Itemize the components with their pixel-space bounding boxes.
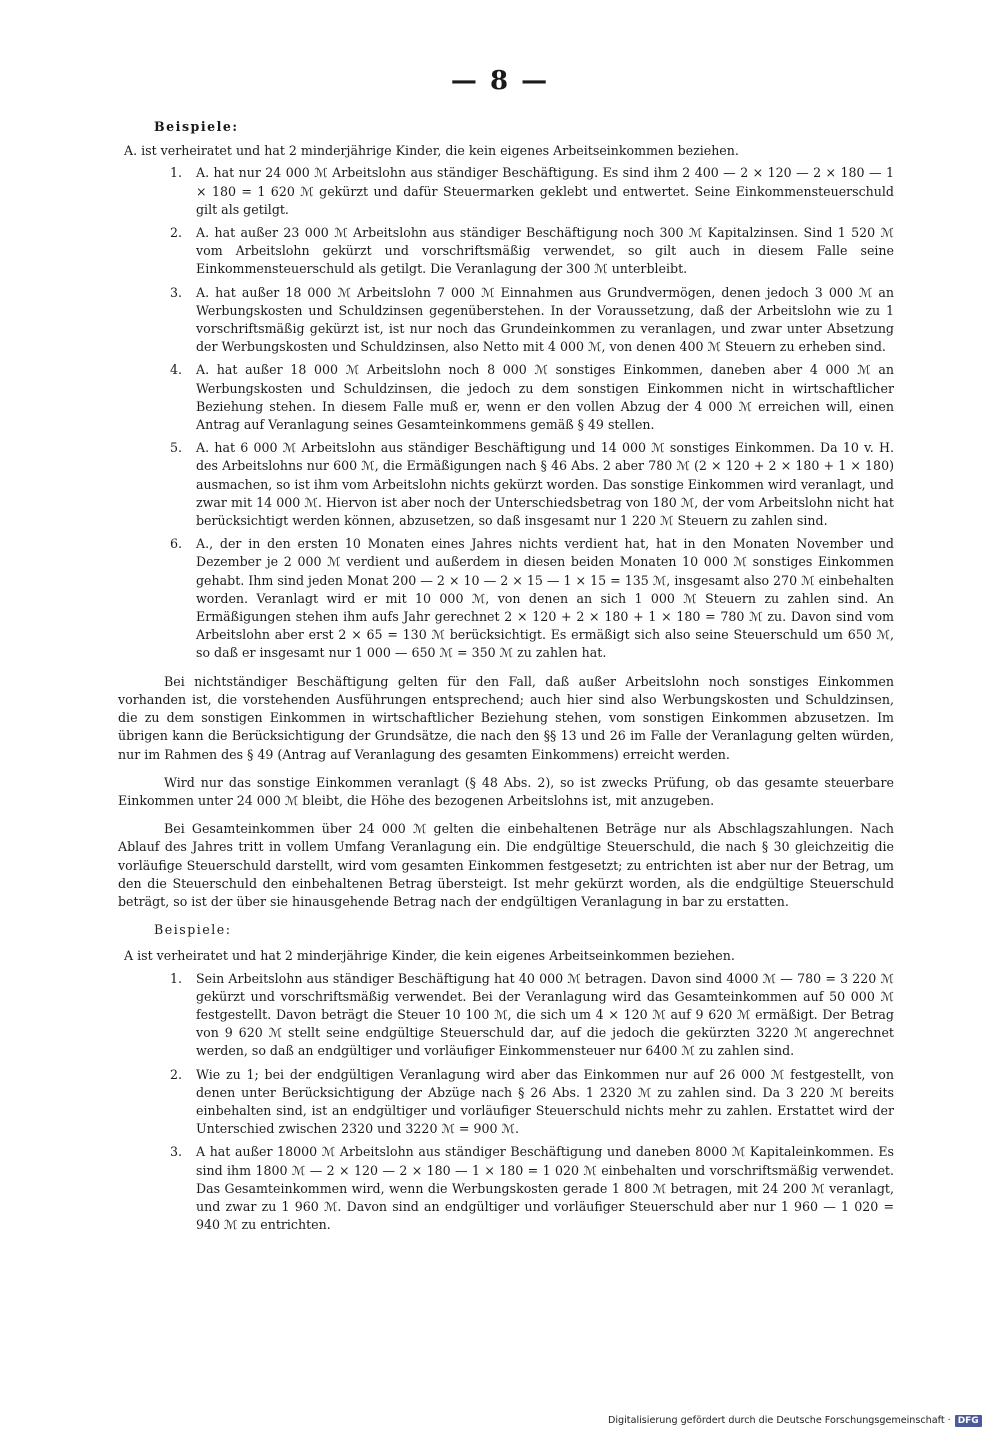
example-text: A. hat außer 23 000 ℳ Arbeitslohn aus ständiger Beschäftigung noch 300 ℳ Kapitalzinsen. Sind 1 520 ℳ vom Arbeitslohn gekürzt und vorschriftsmäßig verwendet, so gilt auch in diesem Falle seine Einkommensteuerschuld als getilgt. Die Veranlagung der 300 ℳ unterbleibt. xyxy=(196,225,894,277)
body-paragraph: Wird nur das sonstige Einkommen veranlagt (§ 48 Abs. 2), so ist zwecks Prüfung, ob das gesamte steuerbare Einkommen unter 24 000 ℳ bleibt, die Höhe des bezogenen Arbeitslohns ist, mit anzugeben. xyxy=(118,774,894,808)
examples-intro-2: A ist verheiratet und hat 2 minderjährige Kinder, die kein eigenes Arbeitseinkommen beziehen. xyxy=(124,948,735,964)
page-number: — 8 — xyxy=(450,66,550,96)
example-item xyxy=(170,284,894,357)
example-text: A. hat außer 18 000 ℳ Arbeitslohn noch 8 000 ℳ sonstiges Einkommen, daneben aber 4 000 ℳ an Werbungskosten und Schuldzinsen, die jedoch zu dem sonstigen Einkommen nicht in wirtschaftlicher Beziehung stehen. In diesem Falle muß er, wenn er den vollen Abzug der 4 000 ℳ erreichen will, einen Antrag auf Veranlagung seines Gesamteinkommens gemäß § 49 stellen. xyxy=(196,362,894,433)
example-text: A hat außer 18000 ℳ Arbeitslohn aus ständiger Beschäftigung und daneben 8000 ℳ Kapitaleinkommen. Es sind ihm 1800 ℳ — 2 × 120 — 2 × 180 — 1 × 180 = 1 020 ℳ einbehalten und vorschriftsmäßig verwendet. Das Gesamteinkommen wird, wenn die Werbungskosten gerade 1 800 ℳ betragen, mit 24 200 ℳ veranlagt, und zwar zu 1 960 ℳ. Davon sind an endgültiger und vorläufiger Steuerschuld aber nur 1 960 — 1 020 = 940 ℳ zu entrichten. xyxy=(196,1144,894,1233)
example-item xyxy=(170,224,894,279)
body-paragraph: Bei Gesamteinkommen über 24 000 ℳ gelten die einbehaltenen Beträge nur als Abschlagszahlungen. Nach Ablauf des Jahres tritt in vollem Umfang Veranlagung ein. Die endgültige Steuerschuld, die nach § 30 gleichzeitig die vorläufige Steuerschuld darstellt, wird vom gesamten Einkommen festgesetzt; zu entrichten ist aber nur der Betrag, um den die Steuerschuld den einbehaltenen Betrag übersteigt. Ist mehr gekürzt worden, als die endgültige Steuerschuld beträgt, so ist der über sie hinausgehende Betrag nach der endgültigen Veranlagung in bar zu erstatten. xyxy=(118,821,894,909)
example-item xyxy=(170,970,894,1061)
example-text: A. hat 6 000 ℳ Arbeitslohn aus ständiger Beschäftigung und 14 000 ℳ sonstiges Einkommen. Da 10 v. H. des Arbeitslohns nur 600 ℳ, die Ermäßigungen nach § 46 Abs. 2 aber 780 ℳ (2 × 120 + 2 × 180 + 1 × 180) ausmachen, so ist ihm vom Arbeitslohn nichts gekürzt worden. Das sonstige Einkommen wird veranlagt, und zwar mit 14 000 ℳ. Hiervon ist aber noch der Unterschiedsbetrag von 180 ℳ, der vom Arbeitslohn nicht hat berücksichtigt werden können, abzusetzen, so daß insgesamt nur 1 220 ℳ Steuern zu zahlen sind. xyxy=(196,440,894,529)
credit-text: Digitalisierung gefördert durch die Deutsche Forschungsgemeinschaft · xyxy=(608,1415,951,1426)
examples-list-1 xyxy=(118,164,894,662)
example-number: 1. xyxy=(170,970,183,986)
examples-heading-1: Beispiele: xyxy=(154,119,239,134)
examples-intro-1: A. ist verheiratet und hat 2 minderjährige Kinder, die kein eigenes Arbeitseinkommen beziehen. xyxy=(124,143,739,159)
example-item xyxy=(170,535,894,662)
dfg-logo: DFG xyxy=(955,1415,982,1427)
example-number: 6. xyxy=(170,536,183,552)
example-number: 2. xyxy=(170,1066,183,1082)
example-number: 3. xyxy=(170,284,183,300)
example-item xyxy=(170,361,894,434)
example-text: Sein Arbeitslohn aus ständiger Beschäftigung hat 40 000 ℳ betragen. Davon sind 4000 ℳ — 780 = 3 220 ℳ gekürzt und vorschriftsmäßig verwendet. Bei der Veranlagung wird das Gesamteinkommen auf 50 000 ℳ festgestellt. Davon beträgt die Steuer 10 100 ℳ, die sich um 4 × 120 ℳ auf 9 620 ℳ ermäßigt. Der Betrag von 9 620 ℳ stellt seine endgültige Steuerschuld dar, auf die jedoch die gekürzten 3220 ℳ angerechnet werden, so daß an endgültiger und vorläufiger Einkommensteuer nur 6400 ℳ zu zahlen sind. xyxy=(196,970,894,1059)
example-number: 5. xyxy=(170,440,183,456)
examples-list-2 xyxy=(118,970,894,1235)
example-text: A., der in den ersten 10 Monaten eines Jahres nichts verdient hat, hat in den Monaten November und Dezember je 2 000 ℳ verdient und außerdem in diesen beiden Monaten 10 000 ℳ sonstiges Einkommen gehabt. Ihm sind jeden Monat 200 — 2 × 10 — 2 × 15 — 1 × 15 = 135 ℳ, insgesamt also 270 ℳ einbehalten worden. Veranlagt wird er mit 10 000 ℳ, von denen an sich 1 000 ℳ Steuern zu zahlen sind. An Ermäßigungen stehen ihm aufs Jahr gerechnet 2 × 120 + 2 × 180 + 1 × 180 = 780 ℳ zu. Davon sind vom Arbeitslohn aber erst 2 × 65 = 130 ℳ berücksichtigt. Es ermäßigt sich also seine Steuerschuld um 650 ℳ, so daß er insgesamt nur 1 000 — 650 ℳ = 350 ℳ zu zahlen hat. xyxy=(196,536,894,661)
page-body xyxy=(118,118,894,1239)
example-text: A. hat außer 18 000 ℳ Arbeitslohn 7 000 ℳ Einnahmen aus Grundvermögen, denen jedoch 3 000 ℳ an Werbungskosten und Schuldzinsen gegenüberstehen. In der Voraussetzung, daß der Arbeitslohn wie zu 1 vorschriftsmäßig gekürzt ist, ist nur noch das Grundeinkommen zu veranlagen, und zwar unter Absetzung der Werbungskosten und Schuldzinsen, also Netto mit 4 000 ℳ, von denen 400 ℳ Steuern zu erheben sind. xyxy=(196,284,894,355)
example-item xyxy=(170,439,894,530)
example-item xyxy=(170,164,894,219)
example-item xyxy=(170,1143,894,1234)
body-paragraph: Bei nichtständiger Beschäftigung gelten für den Fall, daß außer Arbeitslohn noch sonstiges Einkommen vorhanden ist, die vorstehenden Ausführungen entsprechend; auch hier sind also Werbungskosten und Schuldzinsen, die zu dem sonstigen Einkommen in wirtschaftlicher Beziehung stehen, vom sonstigen Einkommen abzusetzen. Im übrigen kann die Berücksichtigung der Grundsätze, die nach den §§ 13 und 26 im Falle der Veranlagung gelten würden, nur im Rahmen des § 49 (Antrag auf Veranlagung des gesamten Einkommens) erreicht werden. xyxy=(118,673,894,762)
example-item xyxy=(170,1066,894,1139)
example-text: A. hat nur 24 000 ℳ Arbeitslohn aus ständiger Beschäftigung. Es sind ihm 2 400 — 2 × 120 — 2 × 180 — 1 × 180 = 1 620 ℳ gekürzt und dafür Steuermarken geklebt und entwertet. Seine Einkommensteuerschuld gilt als getilgt. xyxy=(196,165,894,217)
example-number: 1. xyxy=(170,165,183,181)
example-text: Wie zu 1; bei der endgültigen Veranlagung wird aber das Einkommen nur auf 26 000 ℳ festgestellt, von denen unter Berücksichtigung der Abzüge nach § 26 Abs. 1 2320 ℳ zu zahlen sind. Da 3 220 ℳ bereits einbehalten sind, ist an endgültiger und vorläufiger Steuerschuld nichts mehr zu zahlen. Erstattet wird der Unterschied zwischen 2320 und 3220 ℳ = 900 ℳ. xyxy=(196,1066,894,1137)
example-number: 3. xyxy=(170,1144,183,1160)
examples-heading-2: Beispiele: xyxy=(154,922,232,938)
example-number: 4. xyxy=(170,362,183,378)
example-number: 2. xyxy=(170,225,183,241)
digitization-credit xyxy=(608,1412,994,1430)
